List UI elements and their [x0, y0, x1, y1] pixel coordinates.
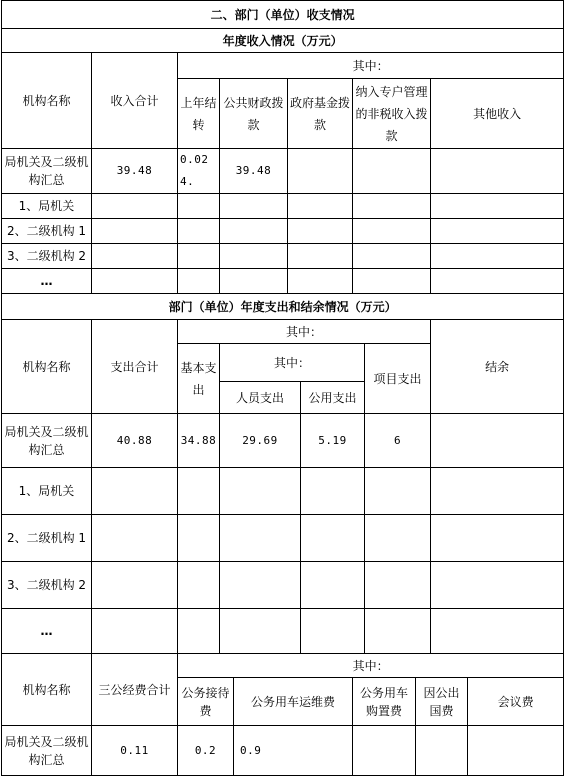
income-expense-table: [1, 0, 564, 776]
row-personnel: [220, 562, 301, 609]
row-carryover: [178, 269, 220, 294]
table-row: [2, 149, 564, 194]
row-other: [431, 149, 564, 194]
row-name: 3、二级机构 2: [2, 244, 92, 269]
row-total: 0.11: [92, 726, 178, 776]
row-personnel: [220, 468, 301, 515]
income-header-name: 机构名称: [2, 53, 92, 149]
row-project: [365, 609, 431, 654]
table-row: [2, 244, 564, 269]
income-section-title: 年度收入情况（万元）: [2, 29, 564, 53]
expense-header-of-which: 其中：: [178, 320, 431, 344]
three-public-header-name: 机构名称: [2, 654, 92, 726]
table-row: [2, 414, 564, 468]
income-header-total: 收入合计: [92, 53, 178, 149]
income-header-of-which: 其中：: [178, 53, 564, 79]
expense-header-of-which-inner: 其中：: [220, 344, 365, 382]
row-other: [431, 244, 564, 269]
row-name: 1、局机关: [2, 194, 92, 219]
row-nontax: [353, 269, 431, 294]
row-nontax: [353, 244, 431, 269]
table-row: [2, 269, 564, 294]
row-nontax: [353, 149, 431, 194]
report-title: 二、部门（单位）收支情况: [2, 1, 564, 29]
expense-header-personnel: 人员支出: [220, 382, 301, 414]
row-other: [431, 194, 564, 219]
row-project: [365, 562, 431, 609]
row-public: [301, 468, 365, 515]
row-total: 40.88: [92, 414, 178, 468]
row-personnel: [220, 515, 301, 562]
row-vehicle-purchase: [353, 726, 416, 776]
row-gov-fund: [288, 269, 353, 294]
row-nontax: [353, 219, 431, 244]
row-public-finance: [220, 194, 288, 219]
row-project: 6: [365, 414, 431, 468]
row-vehicle-ops: 0.9: [234, 726, 353, 776]
row-nontax: [353, 194, 431, 219]
income-col-carryover: 上年结转: [178, 79, 220, 149]
row-balance: [431, 562, 564, 609]
row-basic: [178, 609, 220, 654]
row-name: 3、二级机构 2: [2, 562, 92, 609]
row-total: [92, 468, 178, 515]
row-basic: 34.88: [178, 414, 220, 468]
row-personnel: [220, 609, 301, 654]
three-public-col-abroad: 因公出国费: [416, 678, 468, 726]
row-public: [301, 515, 365, 562]
row-name: 局机关及二级机构汇总: [2, 149, 92, 194]
row-gov-fund: [288, 149, 353, 194]
row-carryover: [178, 244, 220, 269]
row-project: [365, 468, 431, 515]
expense-section-title: 部门（单位）年度支出和结余情况（万元）: [2, 294, 564, 320]
row-total: [92, 219, 178, 244]
row-other: [431, 269, 564, 294]
row-total: [92, 244, 178, 269]
expense-header-public: 公用支出: [301, 382, 365, 414]
row-name: 2、二级机构 1: [2, 515, 92, 562]
income-col-public-finance: 公共财政拨款: [220, 79, 288, 149]
row-public-finance: 39.48: [220, 149, 288, 194]
row-meeting: [468, 726, 564, 776]
three-public-col-vehicle-ops: 公务用车运维费: [234, 678, 353, 726]
income-col-gov-fund: 政府基金拨款: [288, 79, 353, 149]
row-balance: [431, 468, 564, 515]
row-reception: 0.2: [178, 726, 234, 776]
three-public-col-reception: 公务接待费: [178, 678, 234, 726]
expense-header-project: 项目支出: [365, 344, 431, 414]
three-public-col-vehicle-purchase: 公务用车购置费: [353, 678, 416, 726]
row-carryover: [178, 219, 220, 244]
three-public-header-of-which: 其中：: [178, 654, 564, 678]
row-gov-fund: [288, 219, 353, 244]
row-total: [92, 269, 178, 294]
table-row: [2, 194, 564, 219]
income-col-nontax: 纳入专户管理的非税收入拨款: [353, 79, 431, 149]
expense-header-total: 支出合计: [92, 320, 178, 414]
three-public-col-meeting: 会议费: [468, 678, 564, 726]
row-name: …: [2, 609, 92, 654]
row-total: 39.48: [92, 149, 178, 194]
table-row: [2, 515, 564, 562]
row-public-finance: [220, 244, 288, 269]
table-row: [2, 219, 564, 244]
row-name: 局机关及二级机构汇总: [2, 726, 92, 776]
row-personnel: 29.69: [220, 414, 301, 468]
table-row: [2, 609, 564, 654]
row-balance: [431, 414, 564, 468]
expense-header-name: 机构名称: [2, 320, 92, 414]
row-total: [92, 194, 178, 219]
row-project: [365, 515, 431, 562]
table-row: [2, 726, 564, 776]
row-basic: [178, 515, 220, 562]
row-total: [92, 515, 178, 562]
row-public: [301, 609, 365, 654]
row-abroad: [416, 726, 468, 776]
row-name: 1、局机关: [2, 468, 92, 515]
row-public-finance: [220, 269, 288, 294]
row-carryover: [178, 194, 220, 219]
row-public: [301, 562, 365, 609]
row-public: 5.19: [301, 414, 365, 468]
row-carryover: 0.024.: [178, 149, 220, 194]
row-public-finance: [220, 219, 288, 244]
expense-header-basic: 基本支出: [178, 344, 220, 414]
expense-header-balance: 结余: [431, 320, 564, 414]
row-basic: [178, 562, 220, 609]
row-total: [92, 562, 178, 609]
row-gov-fund: [288, 194, 353, 219]
three-public-header-total: 三公经费合计: [92, 654, 178, 726]
row-other: [431, 219, 564, 244]
row-balance: [431, 609, 564, 654]
row-name: 局机关及二级机构汇总: [2, 414, 92, 468]
row-name: 2、二级机构 1: [2, 219, 92, 244]
table-row: [2, 562, 564, 609]
income-col-other: 其他收入: [431, 79, 564, 149]
row-name: …: [2, 269, 92, 294]
row-balance: [431, 515, 564, 562]
row-basic: [178, 468, 220, 515]
table-row: [2, 468, 564, 515]
row-gov-fund: [288, 244, 353, 269]
row-total: [92, 609, 178, 654]
